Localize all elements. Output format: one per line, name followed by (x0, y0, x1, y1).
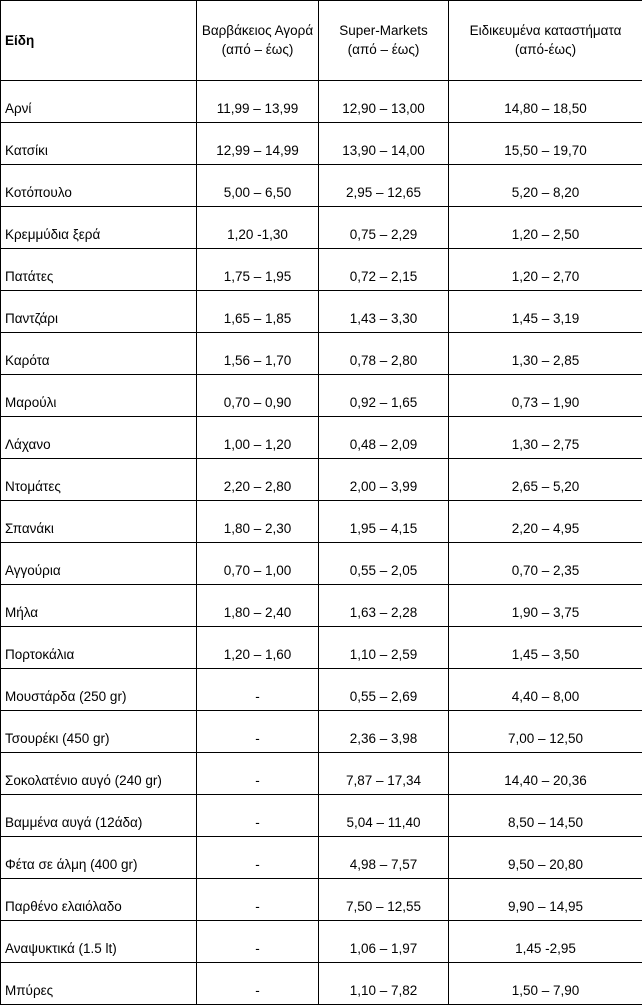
table-row (1, 207, 642, 249)
cell-item: Κατσίκι (1, 123, 197, 165)
cell-specialized: 9,50 – 20,80 (449, 837, 642, 879)
cell-specialized: 1,45 – 3,50 (449, 627, 642, 669)
cell-varvakeios: - (197, 753, 319, 795)
table-row (1, 375, 642, 417)
cell-supermarkets: 1,06 – 1,97 (319, 921, 449, 963)
cell-specialized: 0,70 – 2,35 (449, 543, 642, 585)
cell-specialized: 4,40 – 8,00 (449, 669, 642, 711)
table-row (1, 291, 642, 333)
cell-specialized: 15,50 – 19,70 (449, 123, 642, 165)
cell-varvakeios: 5,00 – 6,50 (197, 165, 319, 207)
cell-varvakeios: 1,56 – 1,70 (197, 333, 319, 375)
cell-item: Φέτα σε άλμη (400 gr) (1, 837, 197, 879)
cell-specialized: 1,45 – 3,19 (449, 291, 642, 333)
cell-item: Ντομάτες (1, 459, 197, 501)
table-row (1, 921, 642, 963)
cell-supermarkets: 2,36 – 3,98 (319, 711, 449, 753)
table-row (1, 501, 642, 543)
cell-specialized: 1,20 – 2,70 (449, 249, 642, 291)
table-row (1, 459, 642, 501)
cell-specialized: 1,30 – 2,85 (449, 333, 642, 375)
table-row (1, 333, 642, 375)
cell-supermarkets: 1,43 – 3,30 (319, 291, 449, 333)
cell-supermarkets: 1,63 – 2,28 (319, 585, 449, 627)
cell-specialized: 1,30 – 2,75 (449, 417, 642, 459)
cell-supermarkets: 0,72 – 2,15 (319, 249, 449, 291)
cell-item: Μπύρες (1, 963, 197, 1005)
cell-item: Τσουρέκι (450 gr) (1, 711, 197, 753)
cell-item: Αρνί (1, 81, 197, 123)
cell-supermarkets: 1,95 – 4,15 (319, 501, 449, 543)
header-varvakeios: Βαρβάκειος Αγορά (από – έως) (197, 1, 319, 81)
cell-specialized: 1,20 – 2,50 (449, 207, 642, 249)
cell-varvakeios: 1,20 -1,30 (197, 207, 319, 249)
cell-varvakeios: 0,70 – 1,00 (197, 543, 319, 585)
cell-varvakeios: - (197, 921, 319, 963)
cell-item: Μαρούλι (1, 375, 197, 417)
cell-supermarkets: 4,98 – 7,57 (319, 837, 449, 879)
header-supermarkets: Super-Markets (από – έως) (319, 1, 449, 81)
cell-specialized: 1,45 -2,95 (449, 921, 642, 963)
table-body (1, 81, 642, 1005)
cell-supermarkets: 12,90 – 13,00 (319, 81, 449, 123)
cell-specialized: 2,65 – 5,20 (449, 459, 642, 501)
cell-varvakeios: - (197, 837, 319, 879)
table-row (1, 249, 642, 291)
cell-item: Λάχανο (1, 417, 197, 459)
cell-item: Μήλα (1, 585, 197, 627)
cell-specialized: 14,80 – 18,50 (449, 81, 642, 123)
cell-varvakeios: 1,00 – 1,20 (197, 417, 319, 459)
cell-item: Πατάτες (1, 249, 197, 291)
table-row (1, 585, 642, 627)
cell-supermarkets: 7,50 – 12,55 (319, 879, 449, 921)
cell-item: Καρότα (1, 333, 197, 375)
cell-varvakeios: - (197, 711, 319, 753)
table-row (1, 81, 642, 123)
cell-supermarkets: 7,87 – 17,34 (319, 753, 449, 795)
table-row (1, 711, 642, 753)
cell-specialized: 7,00 – 12,50 (449, 711, 642, 753)
cell-supermarkets: 2,95 – 12,65 (319, 165, 449, 207)
cell-varvakeios: 2,20 – 2,80 (197, 459, 319, 501)
cell-varvakeios: - (197, 879, 319, 921)
cell-item: Αγγούρια (1, 543, 197, 585)
cell-item: Αναψυκτικά (1.5 lt) (1, 921, 197, 963)
table-row (1, 417, 642, 459)
header-row (1, 1, 642, 81)
cell-supermarkets: 13,90 – 14,00 (319, 123, 449, 165)
table-row (1, 963, 642, 1005)
cell-specialized: 14,40 – 20,36 (449, 753, 642, 795)
cell-item: Πορτοκάλια (1, 627, 197, 669)
cell-specialized: 1,50 – 7,90 (449, 963, 642, 1005)
cell-specialized: 2,20 – 4,95 (449, 501, 642, 543)
cell-specialized: 9,90 – 14,95 (449, 879, 642, 921)
cell-supermarkets: 0,75 – 2,29 (319, 207, 449, 249)
table-row (1, 879, 642, 921)
cell-supermarkets: 0,55 – 2,05 (319, 543, 449, 585)
table-row (1, 795, 642, 837)
cell-item: Κοτόπουλο (1, 165, 197, 207)
cell-item: Μουστάρδα (250 gr) (1, 669, 197, 711)
cell-varvakeios: 1,80 – 2,30 (197, 501, 319, 543)
cell-varvakeios: 0,70 – 0,90 (197, 375, 319, 417)
cell-item: Βαμμένα αυγά (12άδα) (1, 795, 197, 837)
cell-varvakeios: 12,99 – 14,99 (197, 123, 319, 165)
table-row (1, 669, 642, 711)
cell-varvakeios: - (197, 795, 319, 837)
cell-item: Σοκολατένιο αυγό (240 gr) (1, 753, 197, 795)
cell-varvakeios: 1,80 – 2,40 (197, 585, 319, 627)
cell-specialized: 0,73 – 1,90 (449, 375, 642, 417)
cell-item: Σπανάκι (1, 501, 197, 543)
cell-varvakeios: 1,20 – 1,60 (197, 627, 319, 669)
table-row (1, 123, 642, 165)
header-item: Είδη (1, 1, 197, 81)
table-header (1, 1, 642, 81)
cell-supermarkets: 1,10 – 2,59 (319, 627, 449, 669)
table-row (1, 543, 642, 585)
cell-supermarkets: 0,55 – 2,69 (319, 669, 449, 711)
cell-supermarkets: 5,04 – 11,40 (319, 795, 449, 837)
cell-specialized: 1,90 – 3,75 (449, 585, 642, 627)
cell-varvakeios: - (197, 669, 319, 711)
cell-varvakeios: - (197, 963, 319, 1005)
cell-item: Παντζάρι (1, 291, 197, 333)
cell-specialized: 8,50 – 14,50 (449, 795, 642, 837)
table-row (1, 753, 642, 795)
cell-varvakeios: 11,99 – 13,99 (197, 81, 319, 123)
cell-specialized: 5,20 – 8,20 (449, 165, 642, 207)
cell-supermarkets: 0,78 – 2,80 (319, 333, 449, 375)
cell-supermarkets: 0,48 – 2,09 (319, 417, 449, 459)
cell-supermarkets: 0,92 – 1,65 (319, 375, 449, 417)
table-row (1, 837, 642, 879)
cell-item: Παρθένο ελαιόλαδο (1, 879, 197, 921)
cell-varvakeios: 1,75 – 1,95 (197, 249, 319, 291)
cell-supermarkets: 2,00 – 3,99 (319, 459, 449, 501)
table-row (1, 627, 642, 669)
cell-varvakeios: 1,65 – 1,85 (197, 291, 319, 333)
header-specialized: Ειδικευμένα καταστήματα (από-έως) (449, 1, 642, 81)
table-row (1, 165, 642, 207)
cell-item: Κρεμμύδια ξερά (1, 207, 197, 249)
cell-supermarkets: 1,10 – 7,82 (319, 963, 449, 1005)
